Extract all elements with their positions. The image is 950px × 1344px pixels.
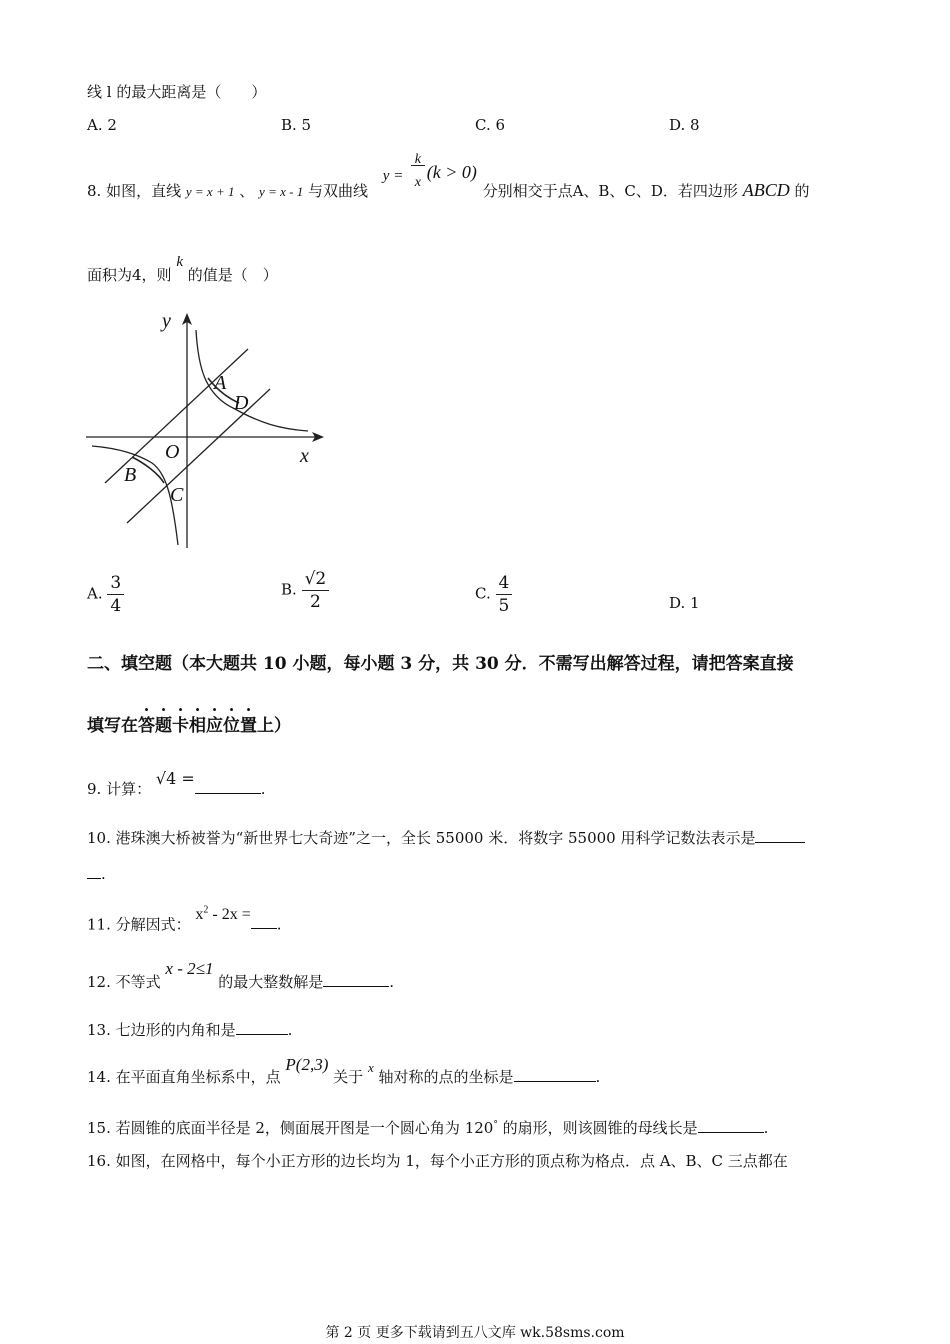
q8-quad: ABCD	[742, 180, 790, 200]
q14-point: P(2,3)	[285, 1055, 329, 1074]
q14-mid: 关于	[333, 1068, 364, 1086]
q9-expr: √4 =	[155, 769, 195, 788]
q13	[87, 1020, 292, 1040]
hyperbola-branch-1	[196, 330, 308, 431]
q8-mid: 与双曲线	[307, 182, 368, 200]
q8-option-a	[87, 572, 124, 617]
section2-heading-line2	[87, 716, 291, 736]
label-D: D	[234, 392, 249, 414]
label-y: y	[162, 310, 171, 332]
q8-option-a-den: 4	[110, 596, 122, 616]
q14-answer-blank[interactable]	[514, 1067, 596, 1082]
q8-option-c-den: 5	[498, 596, 510, 616]
q8-option-b	[281, 568, 329, 613]
q15-answer-blank[interactable]	[698, 1118, 764, 1133]
q12-end: .	[389, 973, 395, 991]
page-footer: 第 2 页 更多下载请到五八文库 wk.58sms.com	[325, 1325, 625, 1341]
q10-answer-blank-2[interactable]	[87, 864, 101, 879]
q8-option-b-label: B.	[281, 580, 297, 599]
q8-hyper-y: y =	[382, 168, 404, 184]
q7-option-b: B. 5	[281, 116, 312, 134]
label-C: C	[170, 484, 184, 506]
q9-answer-blank[interactable]	[195, 779, 261, 794]
q8-option-b-den: 2	[309, 592, 321, 612]
q15-text2: 的扇形，则该圆锥的母线长是	[502, 1119, 698, 1137]
q8-hyperbola-eq	[373, 152, 478, 196]
q11-end: .	[276, 915, 282, 934]
q9	[87, 769, 266, 799]
q14-axis: x	[367, 1060, 374, 1075]
q14	[87, 1055, 601, 1088]
q15	[87, 1115, 768, 1138]
q12	[87, 959, 395, 992]
q8-option-a-num: 3	[107, 572, 124, 595]
label-B: B	[124, 464, 137, 486]
q8-hyper-den: x	[414, 175, 421, 190]
q8-line2-end: 的值是（ ）	[187, 266, 278, 284]
label-x: x	[300, 445, 309, 467]
q13-answer-blank[interactable]	[236, 1020, 288, 1035]
q8-hyper-bar	[411, 165, 425, 166]
q8-line2-eq: y = x - 1	[259, 184, 304, 199]
q8-figure	[80, 305, 340, 555]
q12-label: 12. 不等式	[87, 973, 161, 991]
q11-expr: $x^2 - 2x$ =	[195, 905, 251, 924]
q11-answer-blank[interactable]	[251, 914, 277, 929]
q14-text: 轴对称的点的坐标是	[378, 1068, 514, 1086]
q15-end: .	[763, 1119, 769, 1137]
q7-option-d: D. 8	[669, 116, 700, 134]
q15-degree: °	[493, 1120, 498, 1130]
label-O: O	[165, 441, 180, 463]
q8-option-c-frac	[496, 572, 513, 617]
q8-sep: 、	[239, 182, 255, 200]
q7-option-a: A. 2	[87, 116, 117, 134]
q8-hyper-cond: (k > 0)	[426, 162, 477, 182]
q8-end: 的	[794, 182, 810, 200]
q11	[87, 905, 282, 935]
q8-line1-eq: y = x + 1	[185, 184, 235, 199]
q8-option-d: D. 1	[669, 594, 700, 612]
q10-line1	[87, 828, 805, 848]
q8-line2-text: 面积为4，则	[87, 266, 172, 284]
section2-post: 上）	[257, 716, 291, 736]
section2-emphasis: 答题卡相应位置	[138, 716, 257, 736]
label-A: A	[214, 372, 227, 394]
q10-end: .	[101, 865, 106, 883]
line-y-x-minus-1	[127, 389, 270, 523]
q9-end: .	[260, 780, 266, 798]
q8-option-c-num: 4	[496, 572, 513, 595]
q8-option-b-num: √2	[302, 568, 330, 591]
q16: 16. 如图，在网格中，每个小正方形的边长均为 1，每个小正方形的顶点称为格点．点 A、B、C 三点都在	[87, 1152, 788, 1170]
q14-end: .	[595, 1068, 601, 1086]
q8-k: k	[176, 254, 183, 270]
q12-answer-blank[interactable]	[323, 972, 389, 987]
q7-option-c: C. 6	[475, 116, 506, 134]
q8-option-a-frac	[107, 572, 124, 617]
q8-option-a-label: A.	[87, 584, 103, 603]
q8-prefix: 8. 如图，直线	[87, 182, 182, 200]
q15-text1: 15. 若圆锥的底面半径是 2，侧面展开图是一个圆心角为 120	[87, 1119, 494, 1137]
q12-text: 的最大整数解是	[218, 973, 324, 991]
section2-pre: 填写在	[87, 716, 138, 736]
q7-tail: 线 l 的最大距离是（ ）	[87, 83, 267, 101]
q14-label: 14. 在平面直角坐标系中，点	[87, 1068, 281, 1086]
q8-option-c	[475, 572, 512, 617]
q10-answer-blank-1[interactable]	[755, 828, 805, 843]
q8-option-c-label: C.	[475, 584, 491, 603]
q13-end: .	[287, 1021, 293, 1039]
q10-line2	[87, 864, 106, 884]
q8-stem-line2	[87, 254, 278, 286]
section2-heading-line1: 二、填空题（本大题共 10 小题，每小题 3 分，共 30 分．不需写出解答过程，请把答案直接	[87, 654, 794, 674]
q13-text: 13. 七边形的内角和是	[87, 1021, 236, 1039]
q11-label: 11. 分解因式：	[87, 915, 191, 934]
q9-label: 9. 计算：	[87, 780, 152, 798]
q8-option-b-frac	[302, 568, 330, 613]
q8-hyper-num: k	[414, 152, 421, 167]
q10-text: 10. 港珠澳大桥被誉为“新世界七大奇迹”之一，全长 55000 米．将数字 55000 用科学记数法表示是	[87, 829, 756, 847]
q12-expr: x - 2≤1	[165, 959, 214, 978]
q8-after: 分别相交于点A、B、C、D．若四边形	[482, 182, 738, 200]
q8-stem-line1	[87, 152, 810, 202]
